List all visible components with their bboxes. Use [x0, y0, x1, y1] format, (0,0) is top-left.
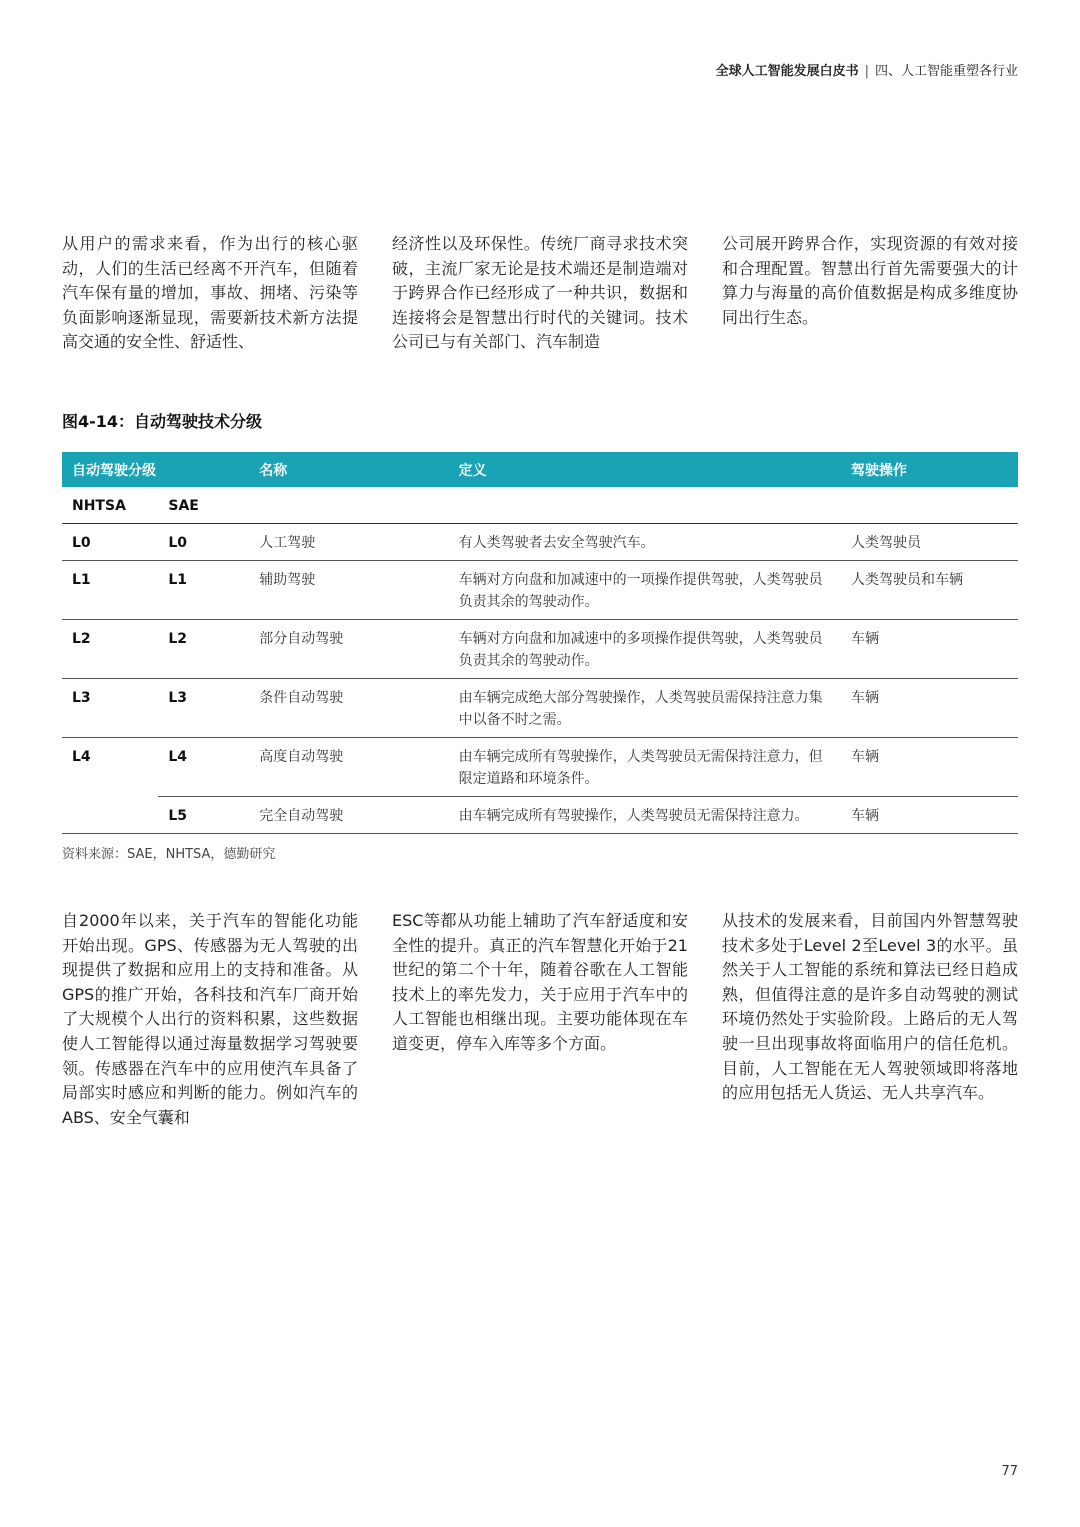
sae-level: L0 [158, 524, 249, 561]
subheader-nhtsa: NHTSA [62, 487, 158, 524]
level-name: 部分自动驾驶 [249, 620, 448, 679]
level-operator: 车辆 [841, 797, 1018, 834]
level-operator: 车辆 [841, 679, 1018, 738]
table-row [62, 679, 1018, 738]
sae-level: L2 [158, 620, 249, 679]
intro-text [62, 232, 1018, 355]
level-operator: 人类驾驶员 [841, 524, 1018, 561]
nhtsa-level: L3 [62, 679, 158, 738]
subheader-sae: SAE [158, 487, 249, 524]
nhtsa-level: L1 [62, 561, 158, 620]
nhtsa-level: L4 [62, 738, 158, 834]
level-operator: 车辆 [841, 738, 1018, 797]
level-definition: 由车辆完成所有驾驶操作，人类驾驶员无需保持注意力，但限定道路和环境条件。 [449, 738, 841, 797]
intro-column-3: 公司展开跨界合作，实现资源的有效对接和合理配置。智慧出行首先需要强大的计算力与海量的高价值数据是构成多维度协同出行生态。 [722, 234, 1018, 327]
level-definition: 车辆对方向盘和加减速中的一项操作提供驾驶，人类驾驶员负责其余的驾驶动作。 [449, 561, 841, 620]
level-name: 完全自动驾驶 [249, 797, 448, 834]
nhtsa-level: L0 [62, 524, 158, 561]
table-row [62, 738, 1018, 797]
level-definition: 车辆对方向盘和加减速中的多项操作提供驾驶，人类驾驶员负责其余的驾驶动作。 [449, 620, 841, 679]
table-row [62, 797, 1018, 834]
sae-level: L4 [158, 738, 249, 797]
header-level: 自动驾驶分级 [62, 452, 249, 487]
sae-level: L5 [158, 797, 249, 834]
nhtsa-level: L2 [62, 620, 158, 679]
level-definition: 由车辆完成绝大部分驾驶操作，人类驾驶员需保持注意力集中以备不时之需。 [449, 679, 841, 738]
table-row [62, 524, 1018, 561]
body-column-2: ESC等都从功能上辅助了汽车舒适度和安全性的提升。真正的汽车智慧化开始于21世纪的第二个十年，随着谷歌在人工智能技术上的率先发力，关于应用于汽车中的人工智能也相继出现。主要功能体现在车道变更，停车入库等多个方面。 [392, 911, 688, 1053]
body-column-3: 从技术的发展来看，目前国内外智慧驾驶技术多处于Level 2至Level 3的水平。虽然关于人工智能的系统和算法已经日趋成熟，但值得注意的是许多自动驾驶的测试环境仍然处于实验阶段。上路后的无人驾驶一旦出现事故将面临用户的信任危机。目前，人工智能在无人驾驶领域即将落地的应用包括无人货运、无人共享汽车。 [722, 911, 1018, 1103]
figure-title: 图4-14：自动驾驶技术分级 [62, 412, 263, 431]
table-header-row [62, 452, 1018, 487]
level-definition: 由车辆完成所有驾驶操作，人类驾驶员无需保持注意力。 [449, 797, 841, 834]
level-operator: 人类驾驶员和车辆 [841, 561, 1018, 620]
intro-column-2: 经济性以及环保性。传统厂商寻求技术突破，主流厂家无论是技术端还是制造端对于跨界合作已经形成了一种共识，数据和连接将会是智慧出行时代的关键词。技术公司已与有关部门、汽车制造 [392, 234, 688, 352]
source-note: 资料来源：SAE，NHTSA，德勤研究 [62, 847, 276, 862]
body-column-1: 自2000年以来，关于汽车的智能化功能开始出现。GPS、传感器为无人驾驶的出现提供了数据和应用上的支持和准备。从GPS的推广开始，各科技和汽车厂商开始了大规模个人出行的资料积累，这些数据使人工智能得以通过海量数据学习驾驶要领。传感器在汽车中的应用使汽车具备了局部实时感应和判断的能力。例如汽车的ABS、安全气囊和 [62, 911, 358, 1127]
header-section: 四、人工智能重塑各行业 [874, 64, 1018, 79]
table-subheader-row [62, 487, 1018, 524]
level-definition: 有人类驾驶者去安全驾驶汽车。 [449, 524, 841, 561]
header-separator: | [864, 64, 869, 79]
sae-level: L3 [158, 679, 249, 738]
level-name: 辅助驾驶 [249, 561, 448, 620]
table-row [62, 620, 1018, 679]
header-name: 名称 [249, 452, 448, 487]
header-operator: 驾驶操作 [841, 452, 1018, 487]
intro-column-1: 从用户的需求来看，作为出行的核心驱动，人们的生活已经离不开汽车，但随着汽车保有量的增加，事故、拥堵、污染等负面影响逐渐显现，需要新技术新方法提高交通的安全性、舒适性、 [62, 234, 358, 352]
header-doc-title: 全球人工智能发展白皮书 [715, 64, 859, 79]
level-name: 高度自动驾驶 [249, 738, 448, 797]
running-header [716, 60, 1018, 79]
page-number: 77 [1001, 1464, 1018, 1479]
header-definition: 定义 [449, 452, 841, 487]
autonomy-levels-table [62, 452, 1018, 834]
body-text [62, 909, 1018, 1130]
sae-level: L1 [158, 561, 249, 620]
table-row [62, 561, 1018, 620]
level-name: 条件自动驾驶 [249, 679, 448, 738]
level-name: 人工驾驶 [249, 524, 448, 561]
level-operator: 车辆 [841, 620, 1018, 679]
